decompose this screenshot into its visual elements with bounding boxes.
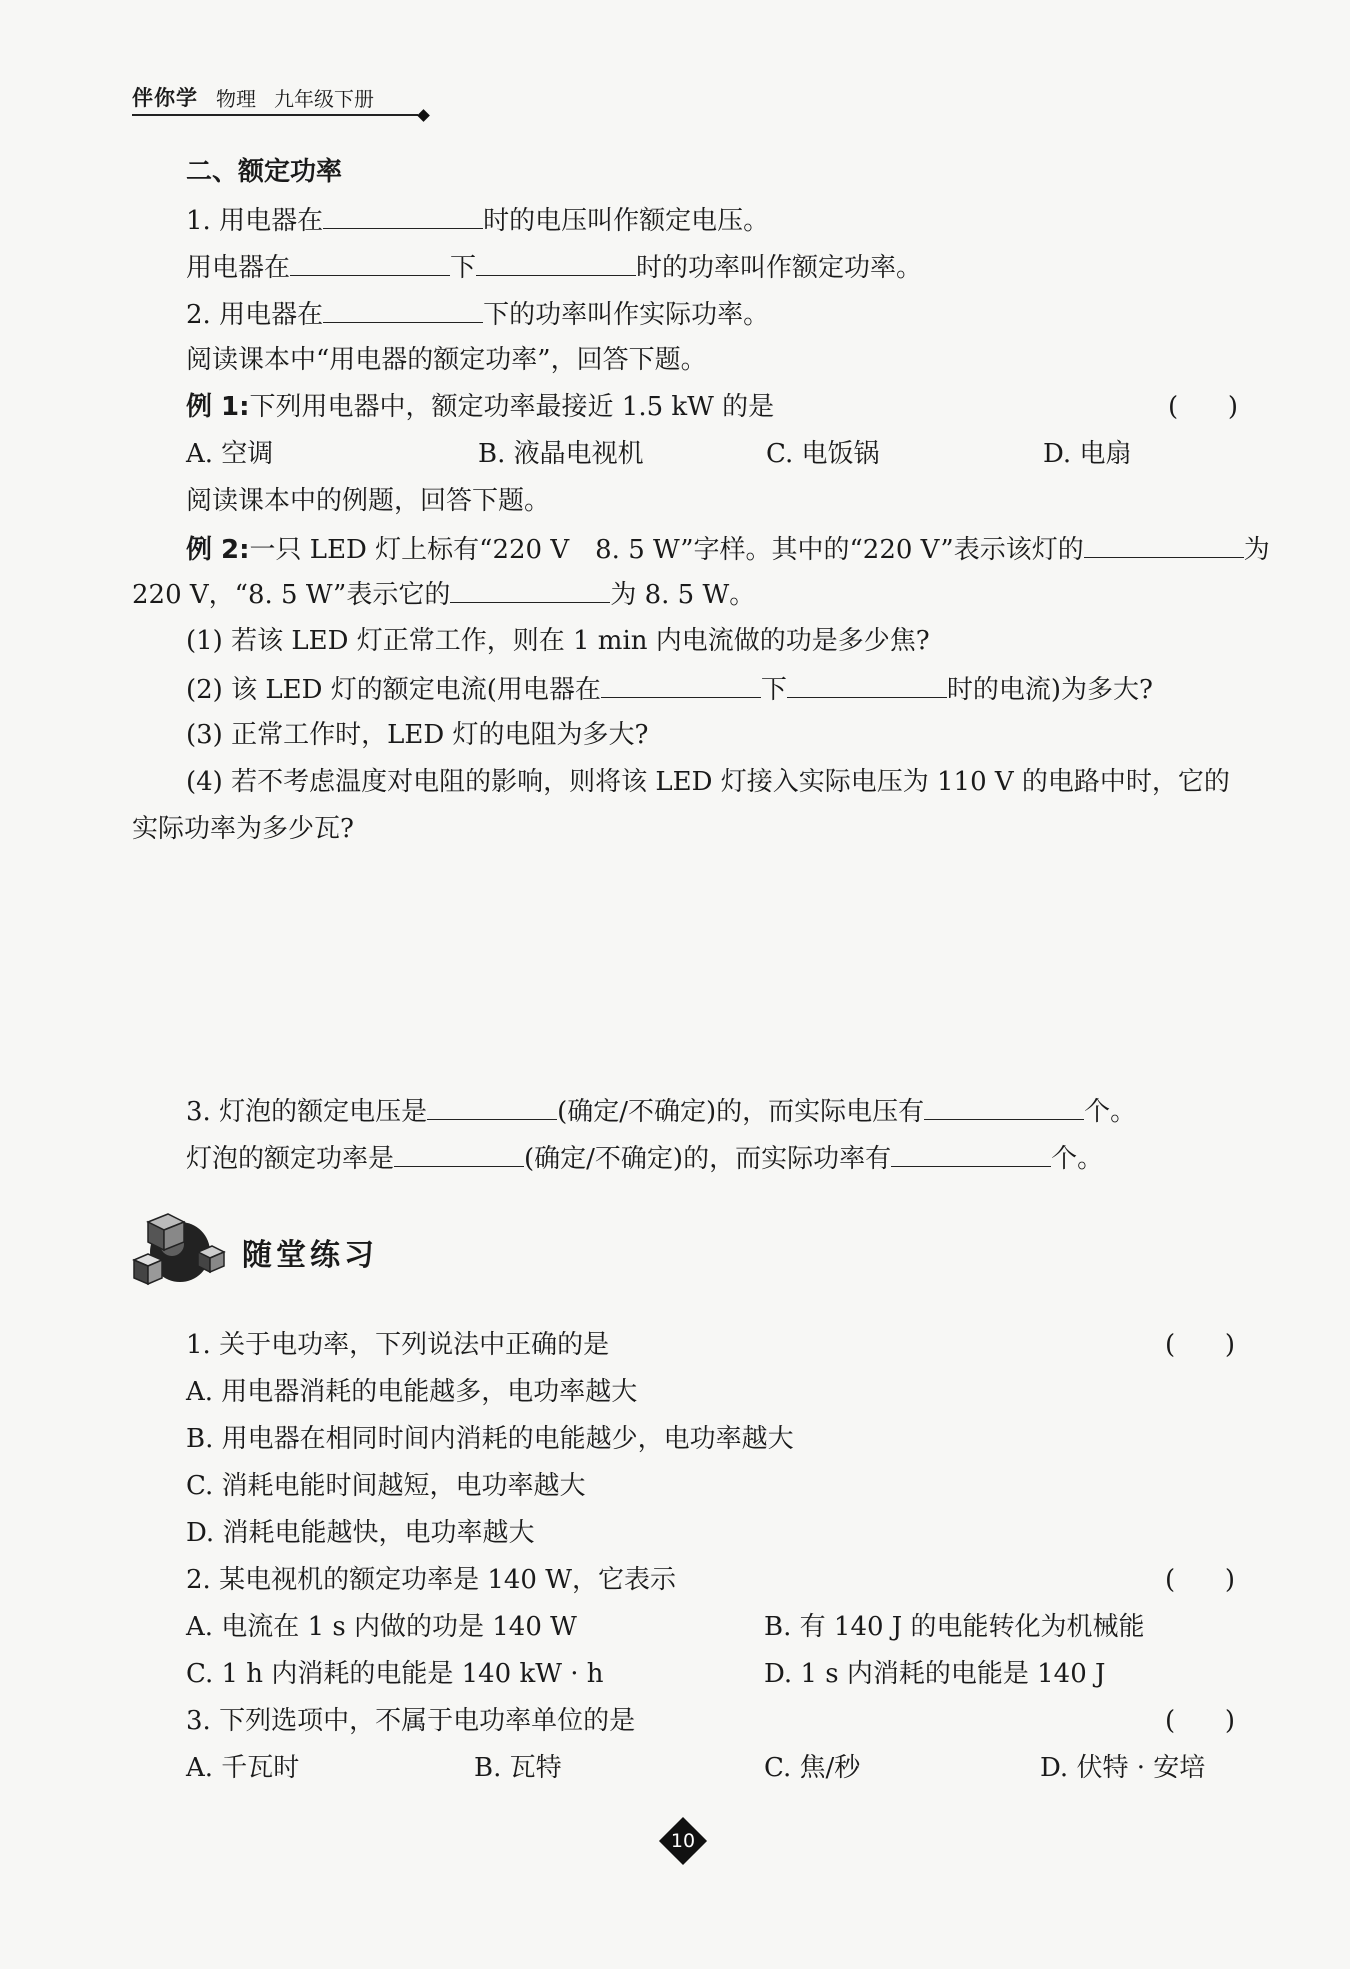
p3-option-a[interactable]: A. 千瓦时 bbox=[186, 1753, 300, 1783]
sub-question-4-line-1: (4) 若不考虑温度对电阻的影响，则将该 LED 灯接入实际电压为 110 V 的电路中时，它的 bbox=[186, 767, 1230, 797]
ex1-option-c[interactable]: C. 电饭锅 bbox=[766, 439, 880, 469]
example-2-label: 例 2: bbox=[186, 535, 250, 565]
example-1-label: 例 1: bbox=[186, 392, 250, 422]
p2-option-b[interactable]: B. 有 140 J 的电能转化为机械能 bbox=[764, 1612, 1145, 1642]
question-1a bbox=[186, 202, 769, 238]
example-2-line-2 bbox=[132, 576, 755, 612]
ex2-line2-pre: 220 V，“8. 5 W”表示它的 bbox=[132, 580, 451, 610]
q1b-text-mid: 下 bbox=[450, 253, 477, 283]
sub-question-3: (3) 正常工作时，LED 灯的电阻为多大? bbox=[186, 720, 649, 750]
p1-option-d[interactable]: D. 消耗电能越快，电功率越大 bbox=[186, 1518, 535, 1548]
example-1-text: 下列用电器中，额定功率最接近 1.5 kW 的是 bbox=[249, 392, 775, 422]
q3a-pre: 3. 灯泡的额定电压是 bbox=[186, 1097, 428, 1127]
paren-left: ( bbox=[1165, 1706, 1176, 1736]
practice-question-3: 3. 下列选项中，不属于电功率单位的是 bbox=[186, 1706, 636, 1736]
sub-question-1: (1) 若该 LED 灯正常工作，则在 1 min 内电流做的功是多少焦? bbox=[186, 626, 930, 656]
p2-option-d[interactable]: D. 1 s 内消耗的电能是 140 J bbox=[764, 1659, 1106, 1689]
ex2-line2-post: 为 8. 5 W。 bbox=[610, 580, 756, 610]
paren-left: ( bbox=[1165, 1565, 1176, 1595]
practice-question-2: 2. 某电视机的额定功率是 140 W，它表示 bbox=[186, 1565, 676, 1595]
q1b-text-post: 时的功率叫作额定功率。 bbox=[636, 253, 923, 283]
reading-instruction-2: 阅读课本中的例题，回答下题。 bbox=[186, 486, 551, 516]
p3-option-b[interactable]: B. 瓦特 bbox=[474, 1753, 562, 1783]
answer-parentheses[interactable] bbox=[1168, 390, 1238, 424]
fill-blank[interactable] bbox=[601, 671, 761, 698]
paren-right: ) bbox=[1224, 1330, 1235, 1360]
p1-option-b[interactable]: B. 用电器在相同时间内消耗的电能越少，电功率越大 bbox=[186, 1424, 794, 1454]
p1-option-c[interactable]: C. 消耗电能时间越短，电功率越大 bbox=[186, 1471, 586, 1501]
p1-option-a[interactable]: A. 用电器消耗的电能越多，电功率越大 bbox=[186, 1377, 638, 1407]
q1a-text-pre: 1. 用电器在 bbox=[186, 206, 324, 236]
question-1b bbox=[186, 249, 922, 285]
p2-option-c[interactable]: C. 1 h 内消耗的电能是 140 kW · h bbox=[186, 1659, 604, 1689]
paren-right: ) bbox=[1227, 392, 1238, 422]
sub2-post: 时的电流)为多大? bbox=[946, 675, 1153, 705]
example-2-after: 为 bbox=[1243, 535, 1270, 565]
p3-option-d[interactable]: D. 伏特 · 安培 bbox=[1040, 1753, 1206, 1783]
fill-blank[interactable] bbox=[323, 202, 483, 229]
fill-blank[interactable] bbox=[290, 249, 450, 276]
reading-instruction-1: 阅读课本中“用电器的额定功率”，回答下题。 bbox=[186, 345, 707, 375]
q3b-post: 个。 bbox=[1051, 1144, 1104, 1174]
header-diamond-icon bbox=[417, 109, 430, 122]
fill-blank[interactable] bbox=[476, 249, 636, 276]
fill-blank[interactable] bbox=[787, 671, 947, 698]
section-title-rated-power: 二、额定功率 bbox=[186, 157, 343, 187]
example-2-text: 一只 LED 灯上标有“220 V 8. 5 W”字样。其中的“220 V”表示该灯的 bbox=[249, 535, 1084, 565]
page-number: 10 bbox=[670, 1830, 696, 1852]
ex1-option-b[interactable]: B. 液晶电视机 bbox=[478, 439, 644, 469]
q1a-text-post: 时的电压叫作额定电压。 bbox=[483, 206, 770, 236]
fill-blank[interactable] bbox=[323, 296, 483, 323]
q3a-mid: (确定/不确定)的，而实际电压有 bbox=[557, 1097, 925, 1127]
fill-blank[interactable] bbox=[394, 1140, 524, 1167]
practice-section-title: 随堂练习 bbox=[242, 1238, 378, 1273]
fill-blank[interactable] bbox=[450, 576, 610, 603]
example-1-question bbox=[186, 390, 774, 424]
fill-blank[interactable] bbox=[891, 1140, 1051, 1167]
p3-option-c[interactable]: C. 焦/秒 bbox=[764, 1753, 861, 1783]
ex1-option-a[interactable]: A. 空调 bbox=[186, 439, 274, 469]
example-2-line-1 bbox=[186, 531, 1270, 567]
sub2-pre: (2) 该 LED 灯的额定电流(用电器在 bbox=[186, 675, 601, 705]
paren-right: ) bbox=[1224, 1565, 1235, 1595]
sub2-mid: 下 bbox=[760, 675, 787, 705]
question-3b bbox=[186, 1140, 1103, 1176]
fill-blank[interactable] bbox=[924, 1093, 1084, 1120]
question-2 bbox=[186, 296, 769, 332]
p2-option-a[interactable]: A. 电流在 1 s 内做的功是 140 W bbox=[186, 1612, 577, 1642]
q2-text-post: 下的功率叫作实际功率。 bbox=[483, 300, 770, 330]
ex1-option-d[interactable]: D. 电扇 bbox=[1043, 439, 1132, 469]
page-number-badge bbox=[660, 1818, 706, 1864]
answer-parentheses[interactable] bbox=[1165, 1328, 1235, 1362]
sub-question-4-line-2: 实际功率为多少瓦? bbox=[132, 814, 354, 844]
cube-section-icon bbox=[128, 1208, 228, 1290]
page-header bbox=[132, 82, 418, 116]
sub-question-2 bbox=[186, 671, 1153, 707]
header-brand: 伴你学 bbox=[132, 86, 198, 110]
q2-text-pre: 2. 用电器在 bbox=[186, 300, 324, 330]
fill-blank[interactable] bbox=[427, 1093, 557, 1120]
q3a-post: 个。 bbox=[1084, 1097, 1137, 1127]
paren-right: ) bbox=[1224, 1706, 1235, 1736]
q1b-text-pre: 用电器在 bbox=[186, 253, 291, 283]
paren-left: ( bbox=[1168, 392, 1179, 422]
answer-parentheses[interactable] bbox=[1165, 1563, 1235, 1597]
paren-left: ( bbox=[1165, 1330, 1176, 1360]
question-3a bbox=[186, 1093, 1136, 1129]
q3b-pre: 灯泡的额定功率是 bbox=[186, 1144, 395, 1174]
header-grade: 九年级下册 bbox=[274, 87, 374, 111]
answer-parentheses[interactable] bbox=[1165, 1704, 1235, 1738]
fill-blank[interactable] bbox=[1084, 531, 1244, 558]
practice-question-1: 1. 关于电功率，下列说法中正确的是 bbox=[186, 1330, 610, 1360]
q3b-mid: (确定/不确定)的，而实际功率有 bbox=[524, 1144, 892, 1174]
header-subject: 物理 bbox=[216, 87, 256, 111]
